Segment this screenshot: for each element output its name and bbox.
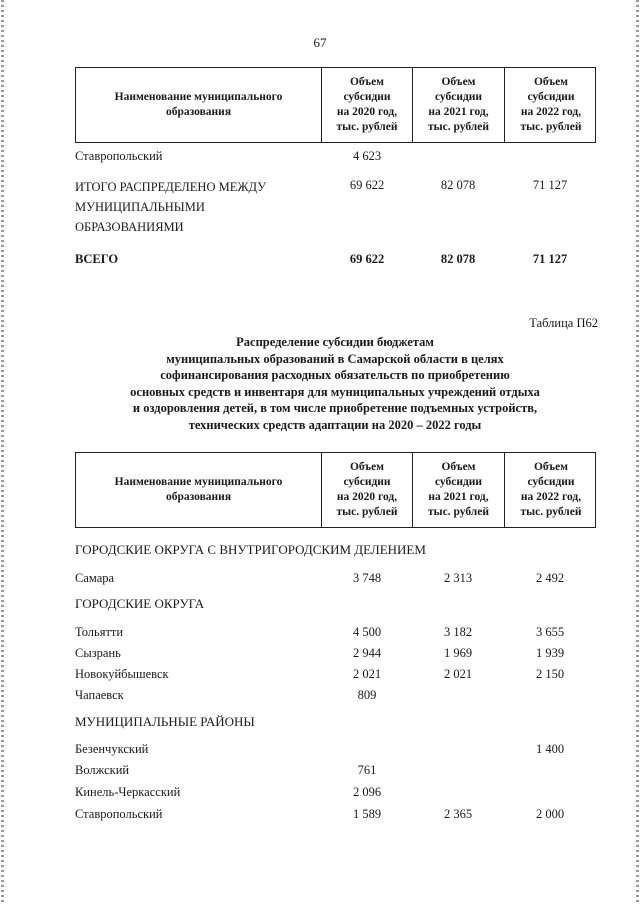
- row-value-2022: 1 939: [535, 646, 565, 660]
- row-name: Сызрань: [75, 646, 121, 660]
- row-value-2020: 761: [357, 763, 377, 777]
- table1-header-2020: Объем субсидии на 2020 год, тыс. рублей: [322, 68, 413, 142]
- row-value-2021: 3 182: [443, 625, 473, 639]
- table-caption: Распределение субсидии бюджетам муниципальных образований в Самарской области в целях софинансирования расходных обязательств по приобретению основных средств и инвентаря для муниципальных учреждений отдыха и оздоровления детей, в том числе приобретение подъемных устройств, технических средств адаптации на 2020 – 2022 годы: [130, 335, 540, 432]
- table2-header-2021: Объем субсидии на 2021 год, тыс. рублей: [413, 453, 505, 527]
- total-value-2021: 82 078: [440, 252, 476, 266]
- row-name: Ставропольский: [75, 149, 163, 163]
- row-name: Чапаевск: [75, 688, 124, 702]
- section-title: ГОРОДСКИЕ ОКРУГА: [75, 596, 205, 611]
- row-name: Ставропольский: [75, 807, 163, 821]
- scan-edge-right: [636, 0, 639, 905]
- table-reference: Таблица П62: [529, 316, 598, 330]
- row-value-2022: 2 150: [535, 667, 565, 681]
- row-value-2020: 4 623: [352, 149, 382, 163]
- row-value-2020: 2 944: [352, 646, 382, 660]
- table1-header-2021: Объем субсидии на 2021 год, тыс. рублей: [413, 68, 505, 142]
- row-name: Волжский: [75, 763, 130, 777]
- row-name: Тольятти: [75, 625, 124, 639]
- row-value-2020: 809: [357, 688, 377, 702]
- row-value-2020: 69 622: [349, 178, 385, 192]
- row-value-2022: 71 127: [532, 178, 568, 192]
- row-value-2021: 2 365: [443, 807, 473, 821]
- row-name: Новокуйбышевск: [75, 667, 169, 681]
- row-name: ИТОГО РАСПРЕДЕЛЕНО МЕЖДУ МУНИЦИПАЛЬНЫМИ ОБРАЗОВАНИЯМИ: [75, 180, 267, 234]
- table2-header-2020: Объем субсидии на 2020 год, тыс. рублей: [322, 453, 413, 527]
- row-value-2020: 2 021: [352, 667, 382, 681]
- total-label: ВСЕГО: [75, 252, 119, 266]
- section-title: МУНИЦИПАЛЬНЫЕ РАЙОНЫ: [75, 714, 255, 729]
- table2-header-2022: Объем субсидии на 2022 год, тыс. рублей: [520, 461, 582, 518]
- section-title: ГОРОДСКИЕ ОКРУГА С ВНУТРИГОРОДСКИМ ДЕЛЕНИЕМ: [75, 542, 426, 557]
- row-value-2021: 82 078: [440, 178, 476, 192]
- row-value-2020: 4 500: [352, 625, 382, 639]
- row-name: Самара: [75, 571, 115, 585]
- row-value-2020: 1 589: [352, 807, 382, 821]
- table1-header: [75, 67, 596, 143]
- row-value-2022: 2 492: [535, 571, 565, 585]
- row-value-2020: 2 096: [352, 785, 382, 799]
- row-value-2021: 2 021: [443, 667, 473, 681]
- row-value-2022: 1 400: [535, 742, 565, 756]
- row-value-2022: 2 000: [535, 807, 565, 821]
- total-value-2022: 71 127: [532, 252, 568, 266]
- table1-header-2022: Объем субсидии на 2022 год, тыс. рублей: [520, 76, 582, 133]
- row-value-2020: 3 748: [352, 571, 382, 585]
- row-value-2022: 3 655: [535, 625, 565, 639]
- row-name: Кинель-Черкасский: [75, 785, 181, 799]
- page-number: 67: [313, 35, 327, 50]
- row-value-2021: 1 969: [443, 646, 473, 660]
- table2-header: [75, 452, 596, 528]
- table1-header-name: Наименование муниципального образования: [76, 68, 322, 142]
- row-name: Безенчукский: [75, 742, 149, 756]
- scan-edge-left: [1, 0, 4, 905]
- table2-header-name: Наименование муниципального образования: [76, 453, 322, 527]
- row-value-2021: 2 313: [443, 571, 473, 585]
- total-value-2020: 69 622: [349, 252, 385, 266]
